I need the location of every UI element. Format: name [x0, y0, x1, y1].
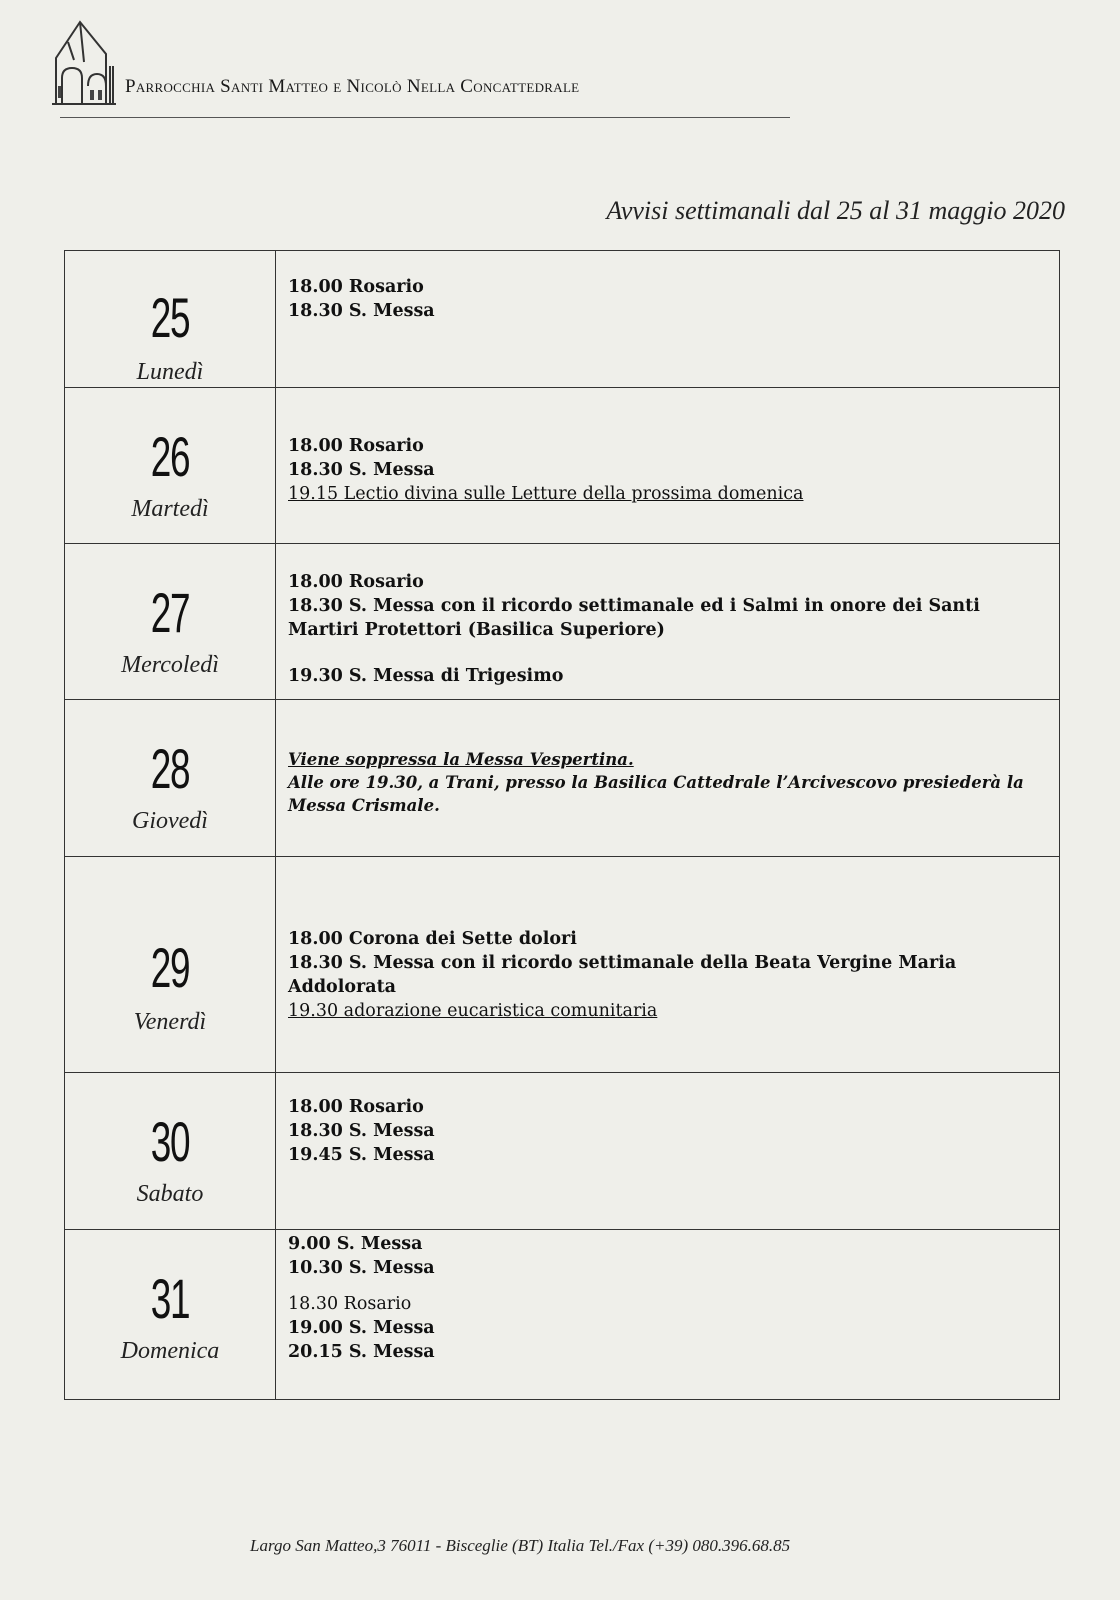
event-line: 9.00 S. Messa: [288, 1234, 423, 1254]
schedule-row: [65, 544, 1059, 700]
day-cell: [65, 388, 276, 543]
day-cell: [65, 700, 276, 856]
day-cell: [65, 251, 276, 387]
schedule-row: [65, 1073, 1059, 1230]
event-line: 18.30 Rosario: [288, 1294, 412, 1314]
day-cell: [65, 1230, 276, 1399]
event-line: 18.30 S. Messa con il ricordo settimanale della Beata Vergine Maria Addolorata: [288, 953, 957, 997]
schedule-row: [65, 251, 1059, 388]
day-name: Domenica: [120, 1338, 220, 1364]
schedule-row: [65, 388, 1059, 544]
day-cell: [65, 857, 276, 1072]
event-line: 19.30 adorazione eucaristica comunitaria: [288, 1001, 658, 1021]
event-line: 18.30 S. Messa: [288, 460, 435, 480]
day-number: 29: [150, 936, 190, 999]
day-number: 26: [150, 425, 190, 488]
event-line: 18.30 S. Messa con il ricordo settimanale ed i Salmi in onore dei Santi Martiri Protettori (Basilica Superiore): [288, 596, 980, 640]
event-line: 18.00 Rosario: [288, 1097, 424, 1117]
event-line: 18.30 S. Messa: [288, 301, 435, 321]
weekly-schedule-table: [64, 250, 1060, 1400]
event-line: 19.45 S. Messa: [288, 1145, 435, 1165]
schedule-row: [65, 857, 1059, 1073]
event-line: 18.00 Rosario: [288, 277, 424, 297]
event-line: 18.00 Rosario: [288, 436, 424, 456]
day-events: [276, 251, 1059, 387]
day-events: [276, 857, 1059, 1072]
day-name: Martedì: [131, 496, 209, 522]
day-number: 31: [150, 1267, 190, 1330]
day-name: Sabato: [136, 1181, 204, 1207]
event-line: 10.30 S. Messa: [288, 1258, 435, 1278]
event-line: 18.00 Rosario: [288, 572, 424, 592]
day-events: [276, 1073, 1059, 1229]
parish-name: Parrocchia Santi Matteo e Nicolò Nella Concattedrale: [125, 76, 580, 97]
event-line: Viene soppressa la Messa Vespertina.: [288, 750, 634, 769]
day-number: 27: [150, 581, 190, 644]
event-line: 18.30 S. Messa: [288, 1121, 435, 1141]
event-line: 18.00 Corona dei Sette dolori: [288, 929, 577, 949]
event-line: 19.00 S. Messa: [288, 1318, 435, 1338]
day-name: Venerdì: [133, 1009, 207, 1035]
day-name: Giovedì: [132, 808, 208, 834]
day-number: 28: [150, 737, 190, 800]
day-cell: [65, 1073, 276, 1229]
day-cell: [65, 544, 276, 699]
event-line: 19.30 S. Messa di Trigesimo: [288, 666, 564, 686]
day-number: 25: [150, 286, 190, 349]
event-line: Alle ore 19.30, a Trani, presso la Basilica Cattedrale l’Arcivescovo presiederà la Messa Crismale.: [288, 773, 1024, 815]
event-line: 19.15 Lectio divina sulle Letture della prossima domenica: [288, 484, 804, 504]
header-divider: [60, 117, 790, 118]
day-events: [276, 388, 1059, 543]
day-name: Lunedì: [136, 359, 204, 385]
day-name: Mercoledì: [121, 652, 219, 678]
schedule-row: [65, 1230, 1059, 1399]
day-number: 30: [150, 1110, 190, 1173]
page-subtitle: Avvisi settimanali dal 25 al 31 maggio 2020: [606, 196, 1065, 225]
day-events: [276, 700, 1059, 856]
church-building-icon: [50, 16, 120, 110]
day-events: [276, 544, 1059, 699]
schedule-row: [65, 700, 1059, 857]
address-footer: Largo San Matteo,3 76011 - Bisceglie (BT) Italia Tel./Fax (+39) 080.396.68.85: [250, 1536, 791, 1555]
day-events: [276, 1230, 1059, 1399]
event-line: 20.15 S. Messa: [288, 1342, 435, 1362]
